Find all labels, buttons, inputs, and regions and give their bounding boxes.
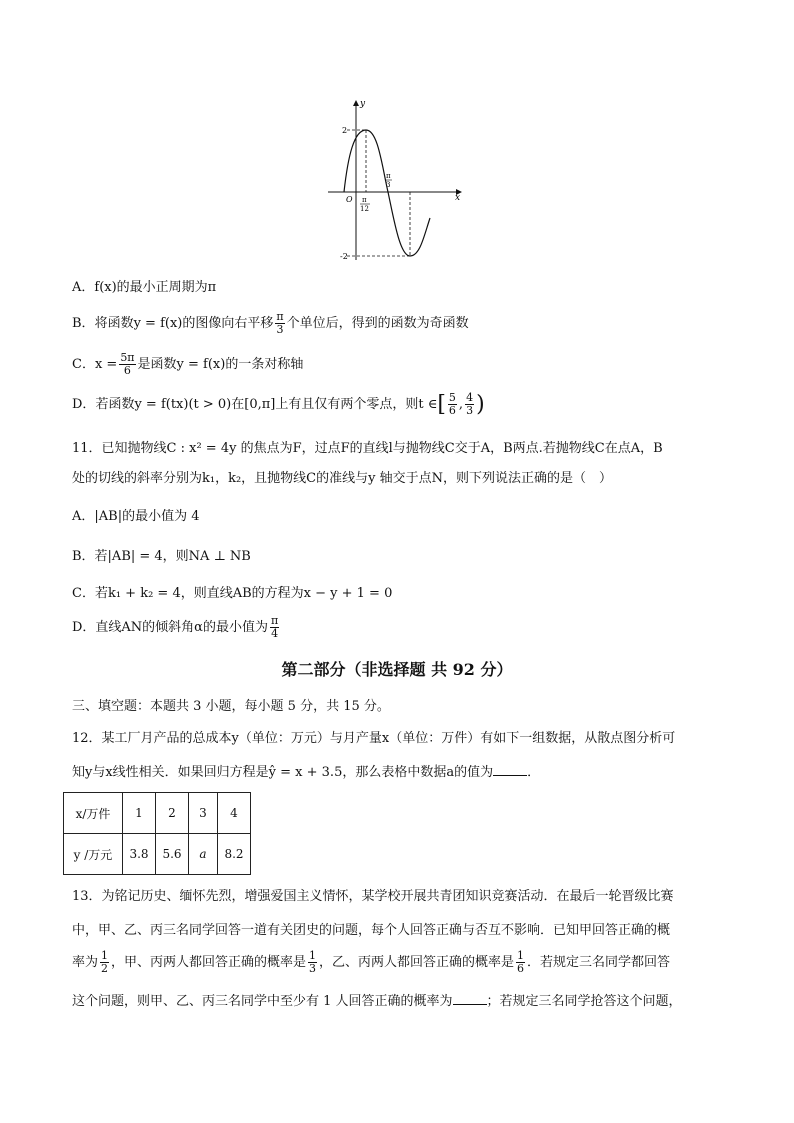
q13-line1: 13．为铭记历史、缅怀先烈，增强爱国主义情怀，某学校开展共青团知识竞赛活动．在最后一轮晋级比赛 (72, 889, 674, 904)
answer-blank (453, 994, 487, 1005)
data-table (63, 792, 251, 875)
section-heading: 三、填空题：本题共 3 小题，每小题 5 分，共 15 分。 (72, 699, 390, 714)
q11-stem-line1: 11．已知抛物线C : x² = 4y 的焦点为F，过点F的直线l与抛物线C交于A，B两点.若抛物线C在点A，B (72, 441, 663, 456)
fraction-den: 3 (276, 323, 284, 336)
fraction-pi-4 (270, 615, 279, 640)
q13-text-f: ；若规定三名同学抢答这个问题， (486, 994, 682, 1009)
fraction-1-2 (100, 950, 109, 975)
tick-pi3-den: 3 (386, 181, 391, 189)
fraction-num: 1 (517, 949, 525, 962)
fraction-num: π (270, 614, 279, 627)
q12-line2 (72, 761, 540, 780)
option-c-prefix: C． (72, 357, 95, 372)
part2-title: 第二部分（非选择题 共 92 分） (281, 660, 513, 679)
table-cell: 3 (189, 793, 218, 834)
fraction-4-3 (465, 392, 474, 417)
table-cell: 3.8 (123, 834, 156, 875)
tick-pi12-den: 12 (360, 205, 369, 213)
fraction-den: 3 (309, 962, 317, 975)
fraction-den: 2 (101, 962, 109, 975)
option-b-text1: 将函数y = f(x)的图像向右平移 (94, 316, 274, 331)
fraction-1-6 (516, 950, 525, 975)
q13-text-e: 这个问题，则甲、乙、丙三名同学中至少有 1 人回答正确的概率为 (72, 994, 453, 1009)
q10-option-a (72, 276, 216, 295)
fraction-5pi-6 (119, 352, 135, 377)
fraction-5-6 (448, 392, 457, 417)
q11-option-d (72, 615, 281, 640)
option-b-text2: 个单位后，得到的函数为奇函数 (286, 316, 469, 331)
q13-text-d: ．若规定三名同学都回答 (527, 955, 671, 970)
option-d-prefix: D． (72, 397, 96, 412)
tick-pi3-num: π (386, 172, 391, 180)
fraction-den: 6 (448, 404, 456, 417)
q10-option-b (72, 311, 469, 336)
origin-label: O (346, 195, 353, 204)
q13-line2: 中，甲、乙、丙三名同学回答一道有关团史的问题，每个人回答正确与否互不影响．已知甲回答正确的概 (72, 923, 671, 938)
fraction-num: 4 (466, 391, 474, 404)
fraction-den: 3 (466, 404, 474, 417)
fraction-num: 5π (120, 351, 135, 364)
fraction-num: 5 (448, 391, 456, 404)
option-a-text: f(x)的最小正周期为π (94, 280, 217, 295)
q13-line3 (72, 950, 670, 975)
fraction-den: 4 (271, 627, 279, 640)
q13-line4 (72, 990, 682, 1009)
fraction-1-3 (308, 950, 317, 975)
q11-option-c: C．若k₁ + k₂ = 4，则直线AB的方程为x − y + 1 = 0 (72, 586, 393, 601)
function-graph (320, 96, 470, 266)
fraction-den: 6 (123, 364, 131, 377)
option-a-prefix: A． (72, 280, 95, 295)
table-cell: 1 (123, 793, 156, 834)
table-cell: a (189, 834, 218, 875)
table-row (64, 834, 251, 875)
x-label: x (455, 193, 461, 203)
option-d-text: D．直线AN的倾斜角α的最小值为 (72, 620, 268, 635)
option-d-text1: 若函数y = f(tx)(t > 0)在[0,π]上有且仅有两个零点，则t ∈ (95, 397, 438, 412)
row-header-x: x/万件 (64, 793, 123, 834)
y-min-label: -2 (340, 252, 348, 261)
tick-pi12-num: π (362, 196, 367, 204)
q11-option-b: B．若|AB| = 4，则NA ⊥ NB (72, 549, 251, 564)
option-b-prefix: B． (72, 316, 95, 331)
q11-option-a: A．|AB|的最小值为 4 (72, 509, 200, 524)
fraction-pi-3 (275, 311, 284, 336)
y-axis-arrow (353, 100, 359, 106)
open-bracket: [ (437, 392, 446, 417)
q13-text-a: 率为 (72, 955, 99, 970)
q12-line2-text: 知y与x线性相关．如果回归方程是ŷ = x + 3.5，那么表格中数据a的值为 (72, 765, 494, 780)
table-cell: 4 (218, 793, 251, 834)
fraction-num: 1 (309, 949, 317, 962)
fraction-num: 1 (101, 949, 109, 962)
close-paren: ) (476, 392, 485, 417)
q10-option-c (72, 352, 303, 377)
table-row (64, 793, 251, 834)
table-cell: 2 (156, 793, 189, 834)
answer-blank (493, 765, 527, 776)
y-max-label: 2 (342, 126, 348, 135)
y-label: y (360, 99, 366, 109)
fraction-num: π (276, 310, 284, 323)
option-c-text1: x = (94, 357, 118, 372)
fraction-den: 6 (517, 962, 525, 975)
option-c-text2: 是函数y = f(x)的一条对称轴 (137, 357, 304, 372)
row-header-y: y /万元 (64, 834, 123, 875)
q11-stem-line2: 处的切线的斜率分别为k₁，k₂，且抛物线C的准线与y 轴交于点N，则下列说法正确的是（ ） (72, 471, 612, 486)
q10-option-d: D．若函数y = f(tx)(t > 0)在[0,π]上有且仅有两个零点，则t ∈[ $\frac{5}{6}$ , $\frac{4}{3}$ ) (72, 391, 485, 417)
q13-text-c: ，乙、丙两人都回答正确的概率是 (319, 955, 515, 970)
table-cell: 8.2 (218, 834, 251, 875)
q12-line1: 12．某工厂月产品的总成本y（单位：万元）与月产量x（单位：万件）有如下一组数据，从散点图分析可 (72, 731, 676, 746)
sine-curve (344, 130, 430, 256)
table-cell: 5.6 (156, 834, 189, 875)
q12-line2-end: ． (527, 765, 541, 780)
q13-text-b: ，甲、丙两人都回答正确的概率是 (111, 955, 307, 970)
